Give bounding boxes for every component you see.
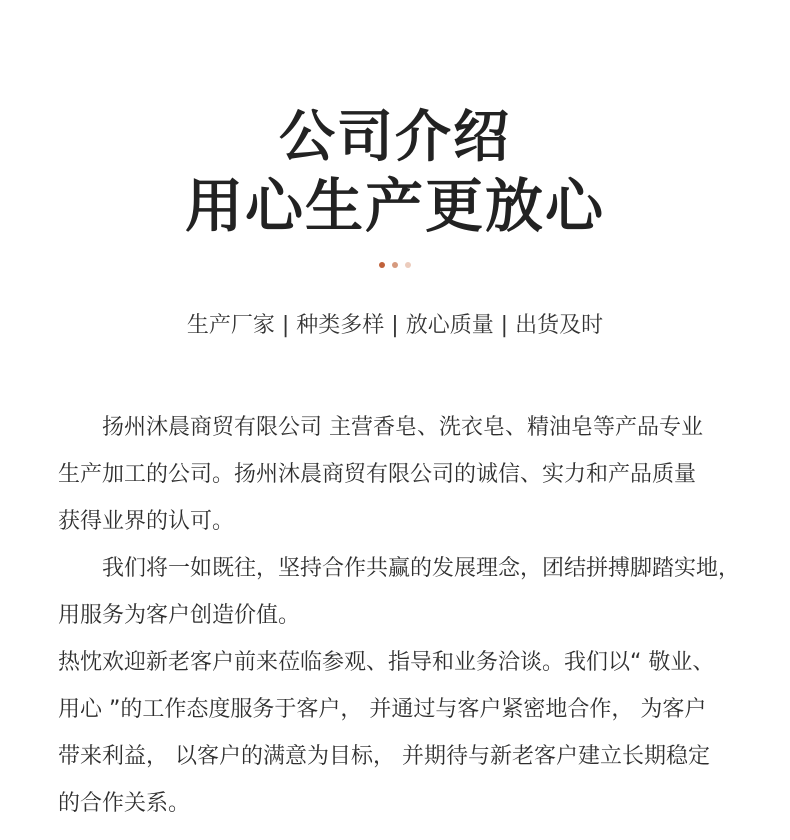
dot-icon bbox=[405, 262, 411, 268]
feature-tagline: 生产厂家 | 种类多样 | 放心质量 | 出货及时 bbox=[186, 313, 604, 338]
welcome-paragraph bbox=[58, 639, 748, 827]
dot-icon bbox=[392, 262, 398, 268]
text-line: 热忱欢迎新老客户前来莅临参观、指导和业务洽谈。我们以“ 敬业、 bbox=[58, 650, 715, 675]
text-line: 用心 ”的工作态度服务于客户， 并通过与客户紧密地合作， 为客户 bbox=[58, 697, 707, 722]
decorative-dots bbox=[0, 262, 790, 268]
text-line: 的合作关系。 bbox=[58, 791, 191, 816]
philosophy-paragraph bbox=[58, 545, 748, 639]
company-description bbox=[58, 404, 748, 827]
text-line: 我们将一如既往，坚持合作共赢的发展理念，团结拼搏脚踏实地， bbox=[102, 556, 741, 581]
text-line: 带来利益， 以客户的满意为目标， 并期待与新老客户建立长期稳定 bbox=[58, 744, 710, 769]
text-line: 用服务为客户创造价值。 bbox=[58, 603, 301, 628]
page-title: 公司介绍 bbox=[279, 104, 511, 170]
page-subtitle: 用心生产更放心 bbox=[184, 172, 605, 240]
text-line: 生产加工的公司。扬州沐晨商贸有限公司的诚信、实力和产品质量 bbox=[58, 462, 697, 487]
text-line: 扬州沐晨商贸有限公司 主营香皂、洗衣皂、精油皂等产品专业 bbox=[102, 415, 703, 440]
dot-icon bbox=[379, 262, 385, 268]
text-line: 获得业界的认可。 bbox=[58, 509, 235, 534]
intro-paragraph bbox=[58, 404, 748, 545]
